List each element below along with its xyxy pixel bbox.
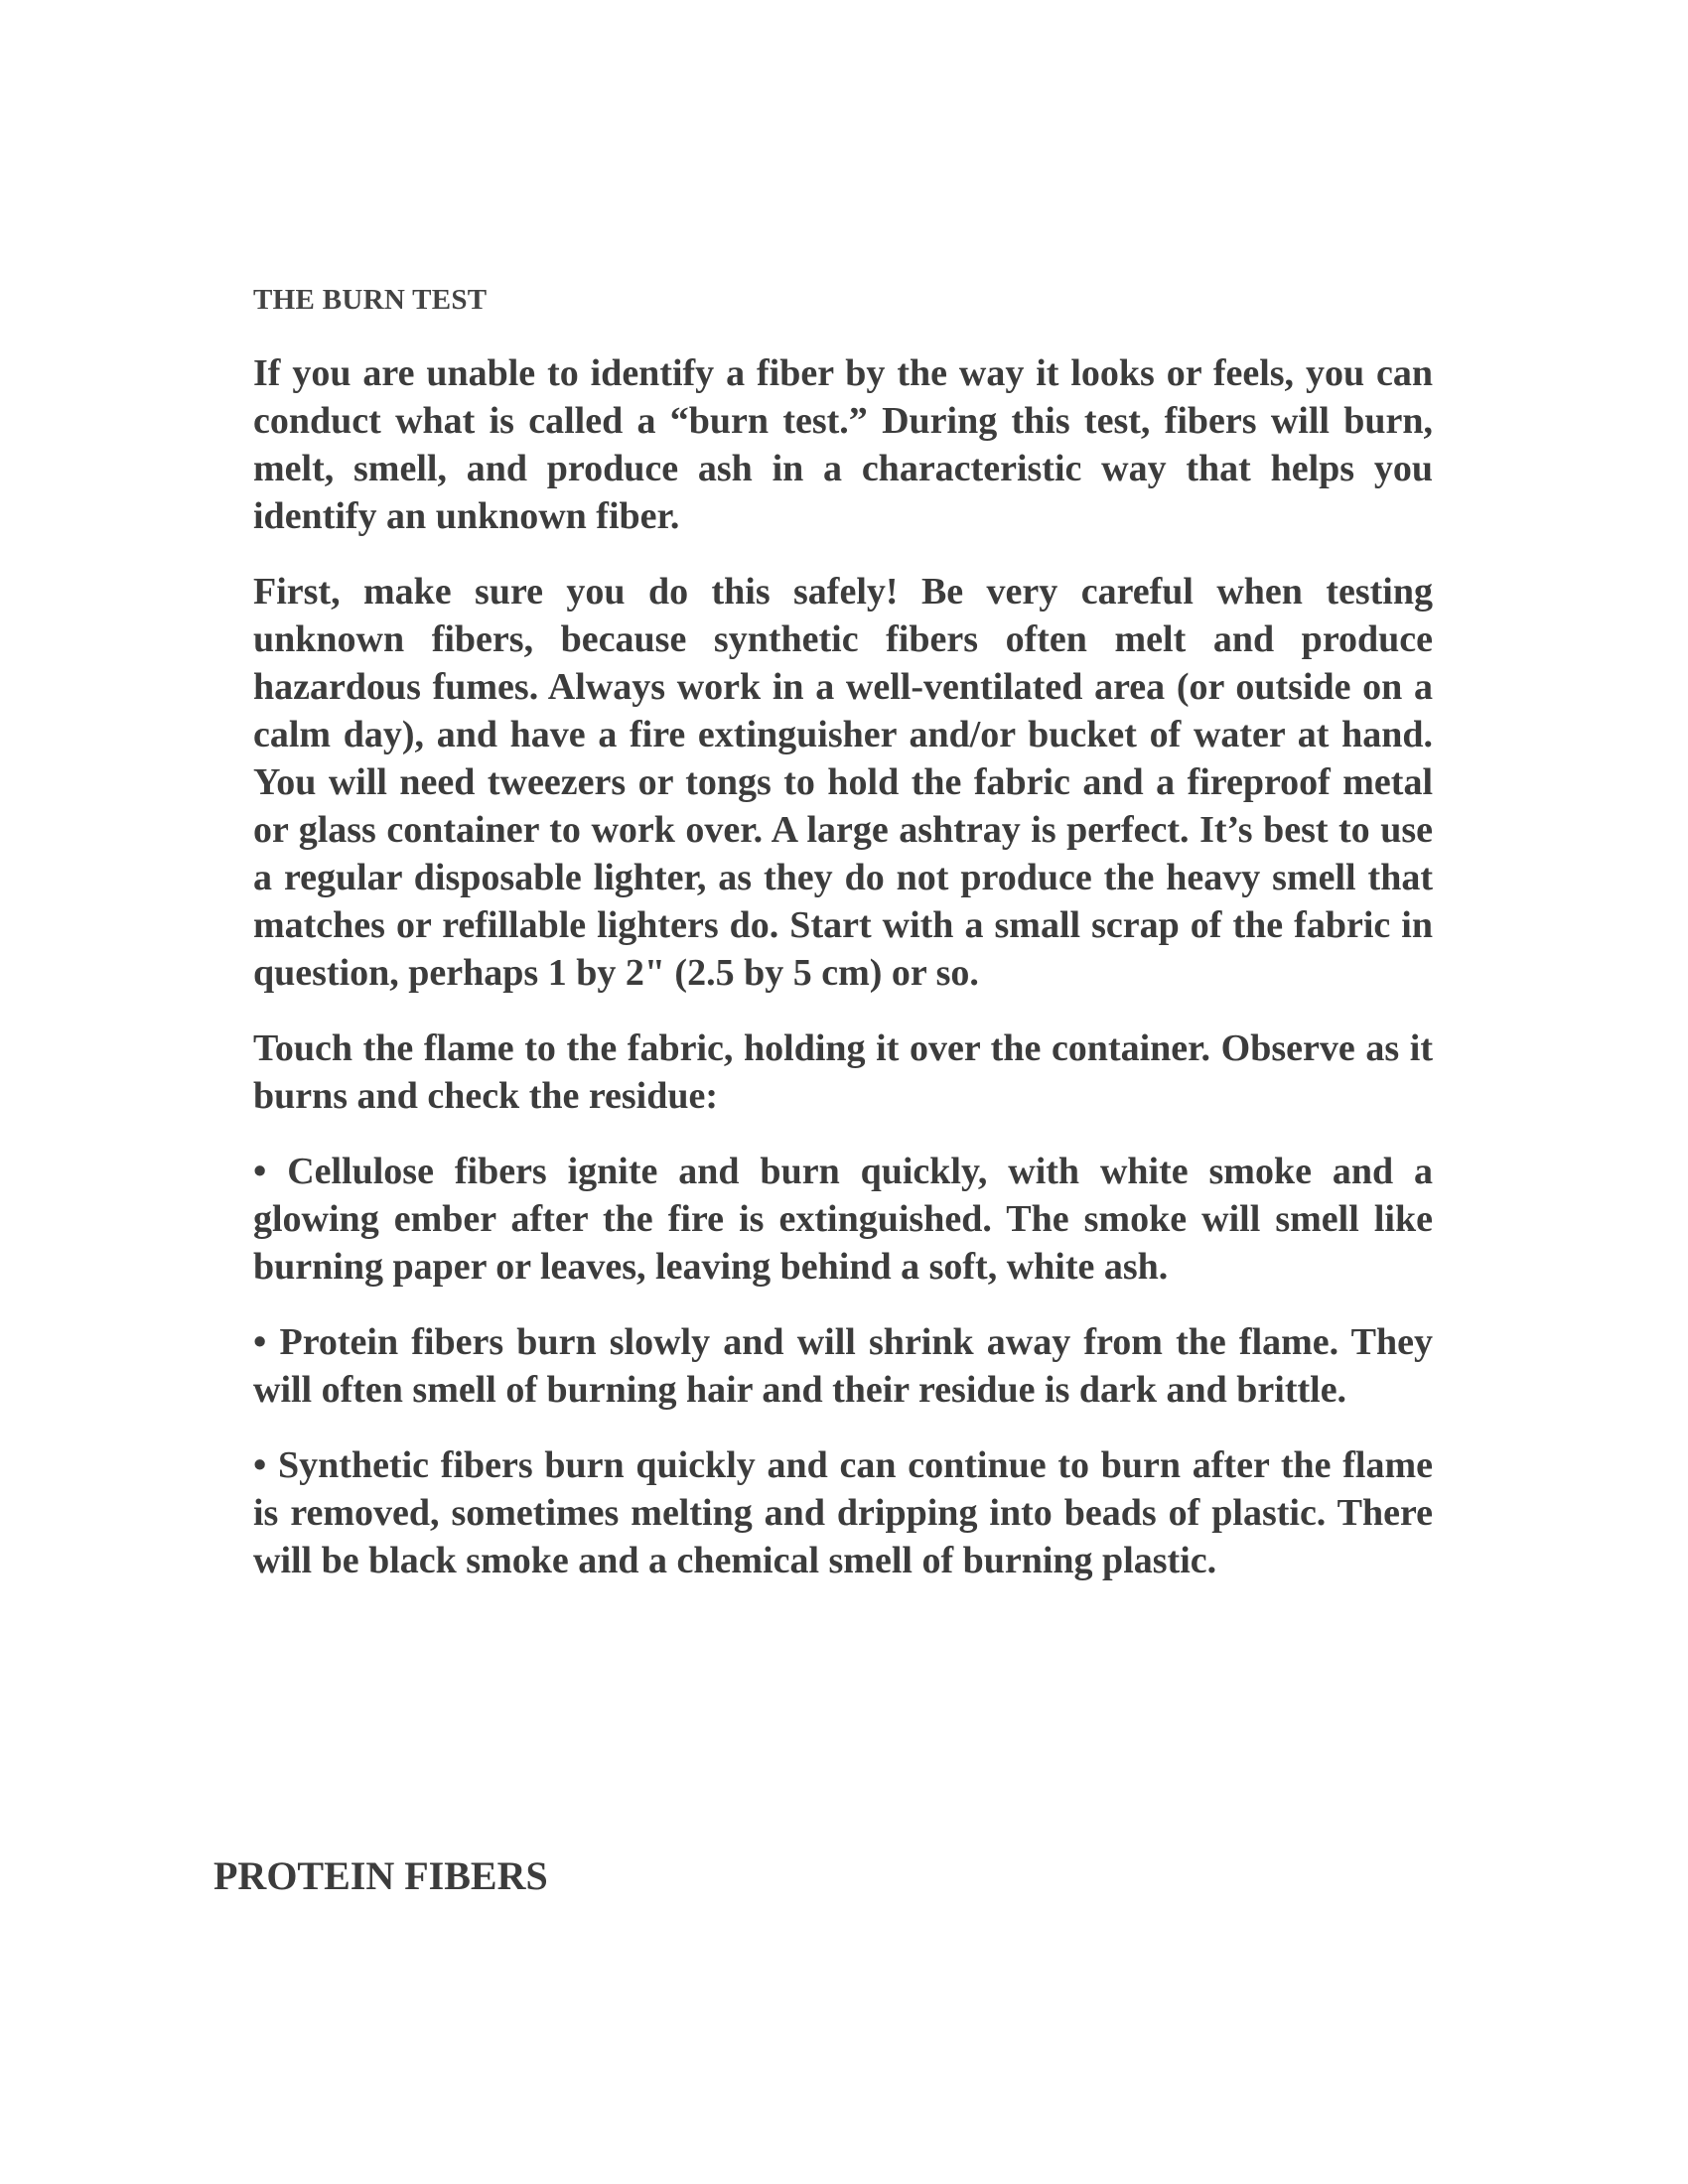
- section-body: [253, 349, 1433, 1612]
- cellulose-bullet: • Cellulose fibers ignite and burn quickly, with white smoke and a glowing ember after the fire is extinguished. The smoke will smell like burning paper or leaves, leaving behind a soft, white ash.: [253, 1151, 1433, 1288]
- safety-paragraph: First, make sure you do this safely! Be very careful when testing unknown fibers, because synthetic fibers often melt and produce hazardous fumes. Always work in a well-ventilated area (or outside on a calm day), and have a fire extinguisher and/or bucket of water at hand. You will need tweezers or tongs to hold the fabric and a fireproof metal or glass container to work over. A large ashtray is perfect. It’s best to use a regular disposable lighter, as they do not produce the heavy smell that matches or refillable lighters do. Start with a small scrap of the fabric in question, perhaps 1 by 2" (2.5 by 5 cm) or so.: [253, 571, 1433, 994]
- procedure-paragraph: Touch the flame to the fabric, holding it over the container. Observe as it burns and check the residue:: [253, 1027, 1433, 1117]
- intro-paragraph: If you are unable to identify a fiber by the way it looks or feels, you can conduct what is called a “burn test.” During this test, fibers will burn, melt, smell, and produce ash in a characteristic way that helps you identify an unknown fiber.: [253, 352, 1433, 537]
- synthetic-bullet: • Synthetic fibers burn quickly and can continue to burn after the flame is removed, sometimes melting and dripping into beads of plastic. There will be black smoke and a chemical smell of burning plastic.: [253, 1444, 1433, 1581]
- section-title: THE BURN TEST: [253, 284, 488, 316]
- next-section-heading: PROTEIN FIBERS: [213, 1853, 548, 1898]
- protein-bullet: • Protein fibers burn slowly and will shrink away from the flame. They will often smell of burning hair and their residue is dark and brittle.: [253, 1321, 1433, 1411]
